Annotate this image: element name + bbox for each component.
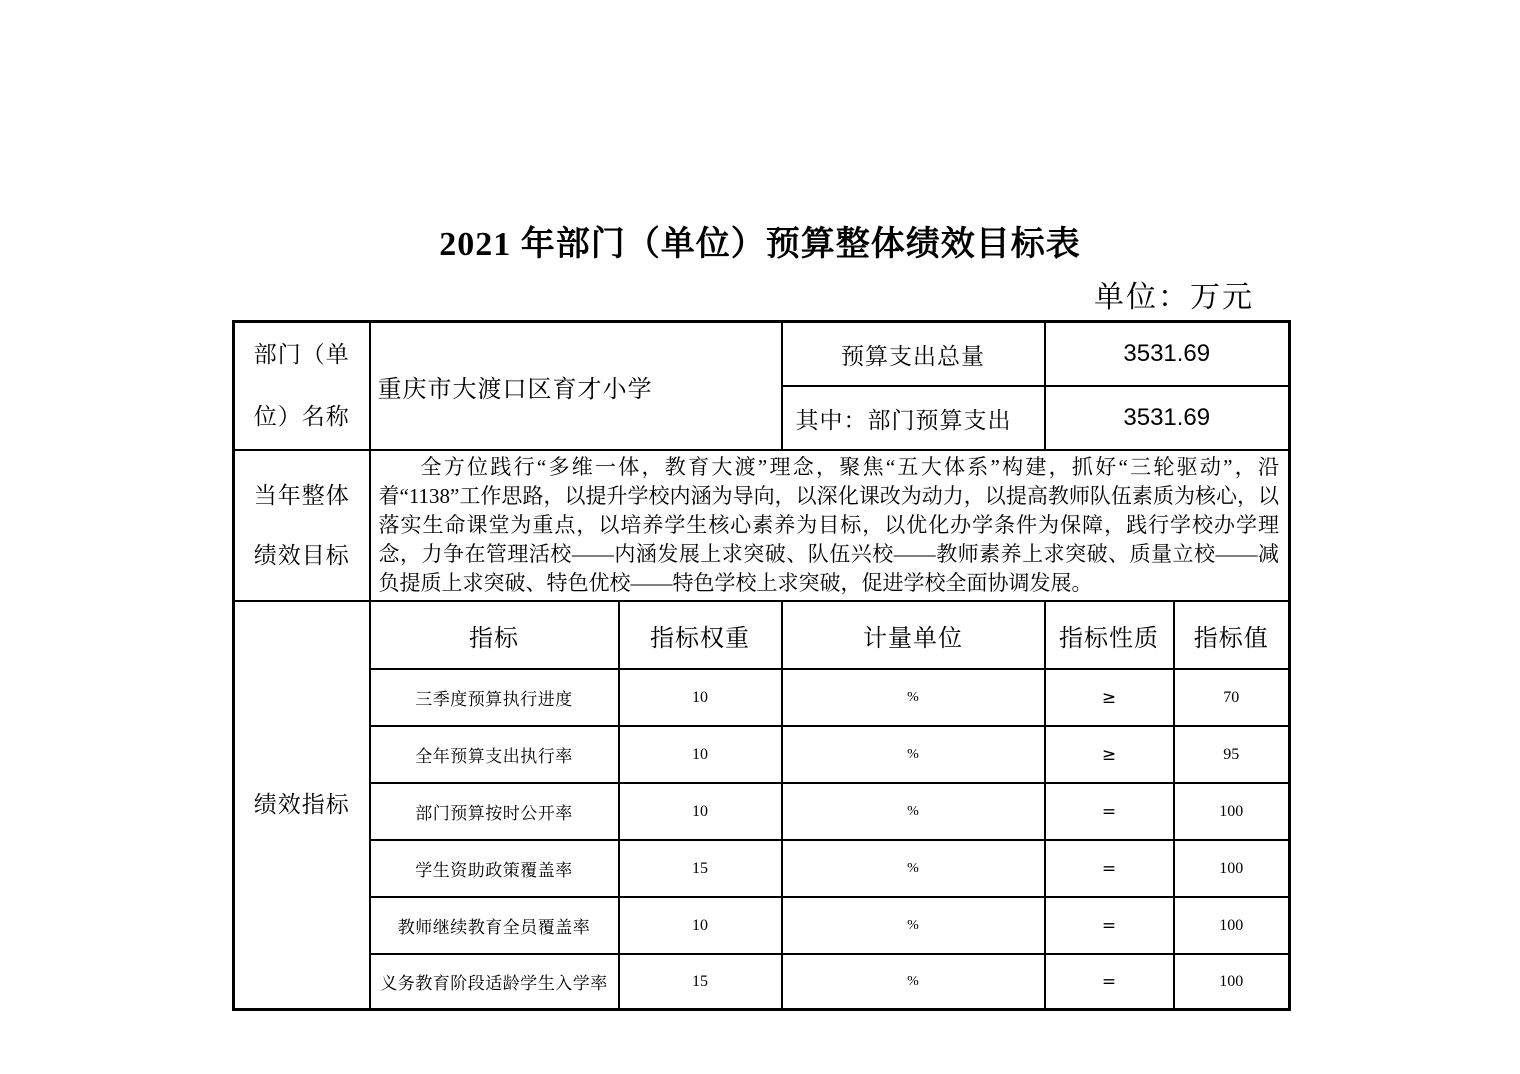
header-weight: 指标权重 bbox=[619, 601, 782, 669]
indicator-row bbox=[234, 897, 1290, 954]
indicator-nature-cell: ≥ bbox=[1045, 726, 1174, 783]
indicator-nature-cell: = bbox=[1045, 783, 1174, 840]
dept-budget-value-cell: 3531.69 bbox=[1045, 386, 1290, 450]
annual-goal-text-cell: 全方位践行“多维一体，教育大渡”理念，聚焦“五大体系”构建，抓好“三轮驱动”，沿着“1138”工作思路，以提升学校内涵为导向，以深化课改为动力，以提高教师队伍素质为核心，以落实生命课堂为重点，以培养学生核心素养为目标，以优化办学条件为保障，践行学校办学理念，力争在管理活校——内涵发展上求突破、队伍兴校——教师素养上求突破、质量立校——减负提质上求突破、特色优校——特色学校上求突破，促进学校全面协调发展。 bbox=[370, 450, 1290, 601]
indicator-unit-cell: % bbox=[782, 897, 1045, 954]
dept-label-cell: 部门（单位）名称 bbox=[234, 322, 370, 451]
indicator-nature-cell: ≥ bbox=[1045, 669, 1174, 726]
dept-budget-label-cell: 其中：部门预算支出 bbox=[782, 386, 1045, 450]
performance-target-table bbox=[232, 320, 1291, 1011]
indicator-row bbox=[234, 783, 1290, 840]
header-unit: 计量单位 bbox=[782, 601, 1045, 669]
indicator-value-cell: 95 bbox=[1174, 726, 1290, 783]
indicator-value-cell: 100 bbox=[1174, 897, 1290, 954]
indicators-section-label-cell: 绩效指标 bbox=[234, 601, 370, 1010]
unit-note: 单位：万元 bbox=[1094, 281, 1254, 314]
indicator-name-cell: 部门预算按时公开率 bbox=[370, 783, 619, 840]
indicator-weight-cell: 15 bbox=[619, 840, 782, 897]
indicator-name-cell: 义务教育阶段适龄学生入学率 bbox=[370, 954, 619, 1010]
indicator-name-cell: 教师继续教育全员覆盖率 bbox=[370, 897, 619, 954]
indicator-weight-cell: 10 bbox=[619, 669, 782, 726]
header-nature: 指标性质 bbox=[1045, 601, 1174, 669]
budget-total-value-cell: 3531.69 bbox=[1045, 322, 1290, 387]
page-title: 2021 年部门（单位）预算整体绩效目标表 bbox=[439, 226, 1081, 263]
indicator-weight-cell: 10 bbox=[619, 783, 782, 840]
table-row bbox=[234, 322, 1290, 387]
header-value: 指标值 bbox=[1174, 601, 1290, 669]
indicator-nature-cell: = bbox=[1045, 897, 1174, 954]
indicator-weight-cell: 10 bbox=[619, 897, 782, 954]
header-indicator: 指标 bbox=[370, 601, 619, 669]
indicator-weight-cell: 10 bbox=[619, 726, 782, 783]
budget-total-label-cell: 预算支出总量 bbox=[782, 322, 1045, 387]
indicator-weight-cell: 15 bbox=[619, 954, 782, 1010]
indicator-row bbox=[234, 669, 1290, 726]
indicator-unit-cell: % bbox=[782, 840, 1045, 897]
indicator-value-cell: 100 bbox=[1174, 954, 1290, 1010]
indicator-name-cell: 学生资助政策覆盖率 bbox=[370, 840, 619, 897]
indicator-unit-cell: % bbox=[782, 783, 1045, 840]
indicator-unit-cell: % bbox=[782, 669, 1045, 726]
indicator-value-cell: 100 bbox=[1174, 840, 1290, 897]
indicator-unit-cell: % bbox=[782, 954, 1045, 1010]
indicator-row bbox=[234, 954, 1290, 1010]
indicator-nature-cell: = bbox=[1045, 954, 1174, 1010]
indicator-header-row bbox=[234, 601, 1290, 669]
annual-goal-label-cell: 当年整体绩效目标 bbox=[234, 450, 370, 601]
indicator-row bbox=[234, 840, 1290, 897]
indicator-name-cell: 全年预算支出执行率 bbox=[370, 726, 619, 783]
indicator-name-cell: 三季度预算执行进度 bbox=[370, 669, 619, 726]
table-row bbox=[234, 450, 1290, 601]
indicator-nature-cell: = bbox=[1045, 840, 1174, 897]
indicator-row bbox=[234, 726, 1290, 783]
indicator-value-cell: 100 bbox=[1174, 783, 1290, 840]
indicator-value-cell: 70 bbox=[1174, 669, 1290, 726]
indicator-unit-cell: % bbox=[782, 726, 1045, 783]
dept-name-cell: 重庆市大渡口区育才小学 bbox=[370, 322, 782, 451]
